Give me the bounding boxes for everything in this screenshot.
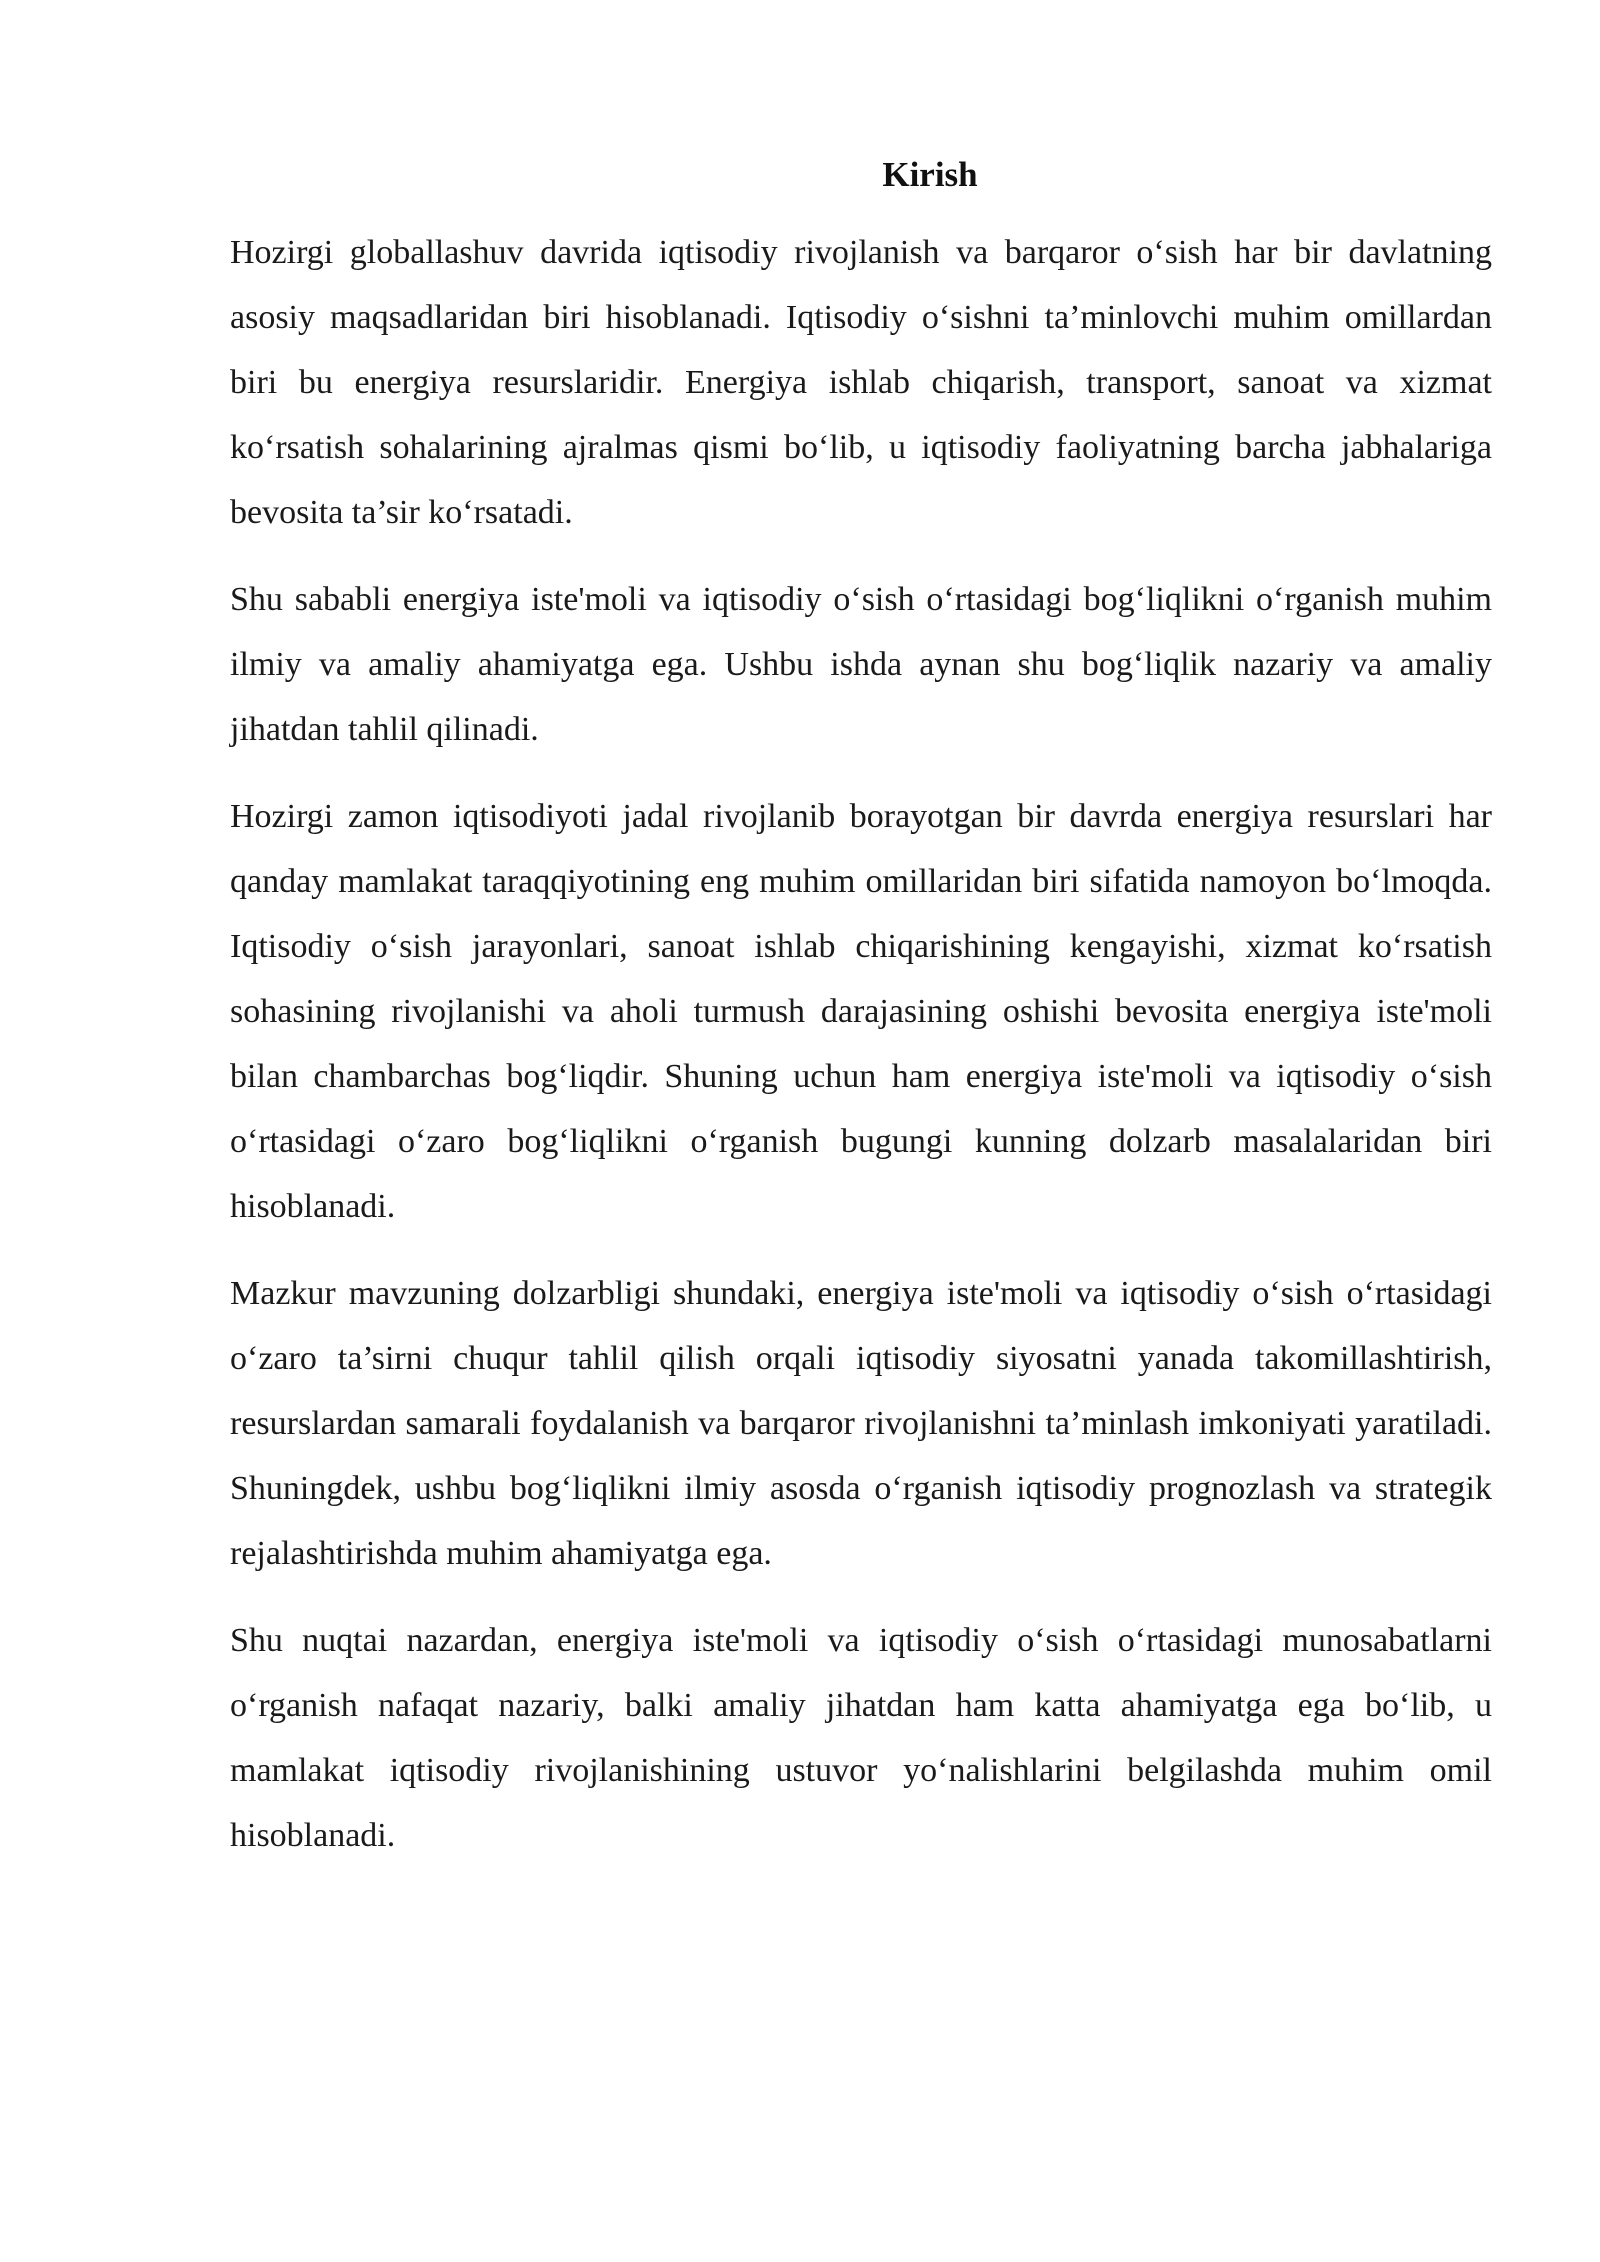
- paragraph-5: Shu nuqtai nazardan, energiya iste'moli va iqtisodiy o‘sish o‘rtasidagi munosabatlarni o‘rganish nafaqat nazariy, balki amaliy jihatdan ham katta ahamiyatga ega bo‘lib, u mamlakat iqtisodiy rivojlanishining ustuvor yo‘nalishlarini belgilashda muhim omil hisoblanadi.: [230, 1622, 1492, 1854]
- paragraph-3: Hozirgi zamon iqtisodiyoti jadal rivojlanib borayotgan bir davrda energiya resurslari har qanday mamlakat taraqqiyotining eng muhim omillaridan biri sifatida namoyon bo‘lmoqda. Iqtisodiy o‘sish jarayonlari, sanoat ishlab chiqarishining kengayishi, xizmat ko‘rsatish sohasining rivojlanishi va aholi turmush darajasining oshishi bevosita energiya iste'moli bilan chambarchas bog‘liqdir. Shuning uchun ham energiya iste'moli va iqtisodiy o‘sish o‘rtasidagi o‘zaro bog‘liqlikni o‘rganish bugungi kunning dolzarb masalalaridan biri hisoblanadi.: [230, 798, 1492, 1225]
- document-body: [230, 150, 1492, 1890]
- paragraph-4: Mazkur mavzuning dolzarbligi shundaki, energiya iste'moli va iqtisodiy o‘sish o‘rtasidagi o‘zaro ta’sirni chuqur tahlil qilish orqali iqtisodiy siyosatni yanada takomillashtirish, resurslardan samarali foydalanish va barqaror rivojlanishni ta’minlash imkoniyati yaratiladi. Shuningdek, ushbu bog‘liqlikni ilmiy asosda o‘rganish iqtisodiy prognozlash va strategik rejalashtirishda muhim ahamiyatga ega.: [230, 1275, 1492, 1572]
- paragraph-1: Hozirgi globallashuv davrida iqtisodiy rivojlanish va barqaror o‘sish har bir davlatning asosiy maqsadlaridan biri hisoblanadi. Iqtisodiy o‘sishni ta’minlovchi muhim omillardan biri bu energiya resurslaridir. Energiya ishlab chiqarish, transport, sanoat va xizmat ko‘rsatish sohalarining ajralmas qismi bo‘lib, u iqtisodiy faoliyatning barcha jabhalariga bevosita ta’sir ko‘rsatadi.: [230, 234, 1492, 531]
- page-title: Kirish: [882, 155, 978, 194]
- paragraph-2: Shu sababli energiya iste'moli va iqtisodiy o‘sish o‘rtasidagi bog‘liqlikni o‘rganish muhim ilmiy va amaliy ahamiyatga ega. Ushbu ishda aynan shu bog‘liqlik nazariy va amaliy jihatdan tahlil qilinadi.: [230, 581, 1492, 748]
